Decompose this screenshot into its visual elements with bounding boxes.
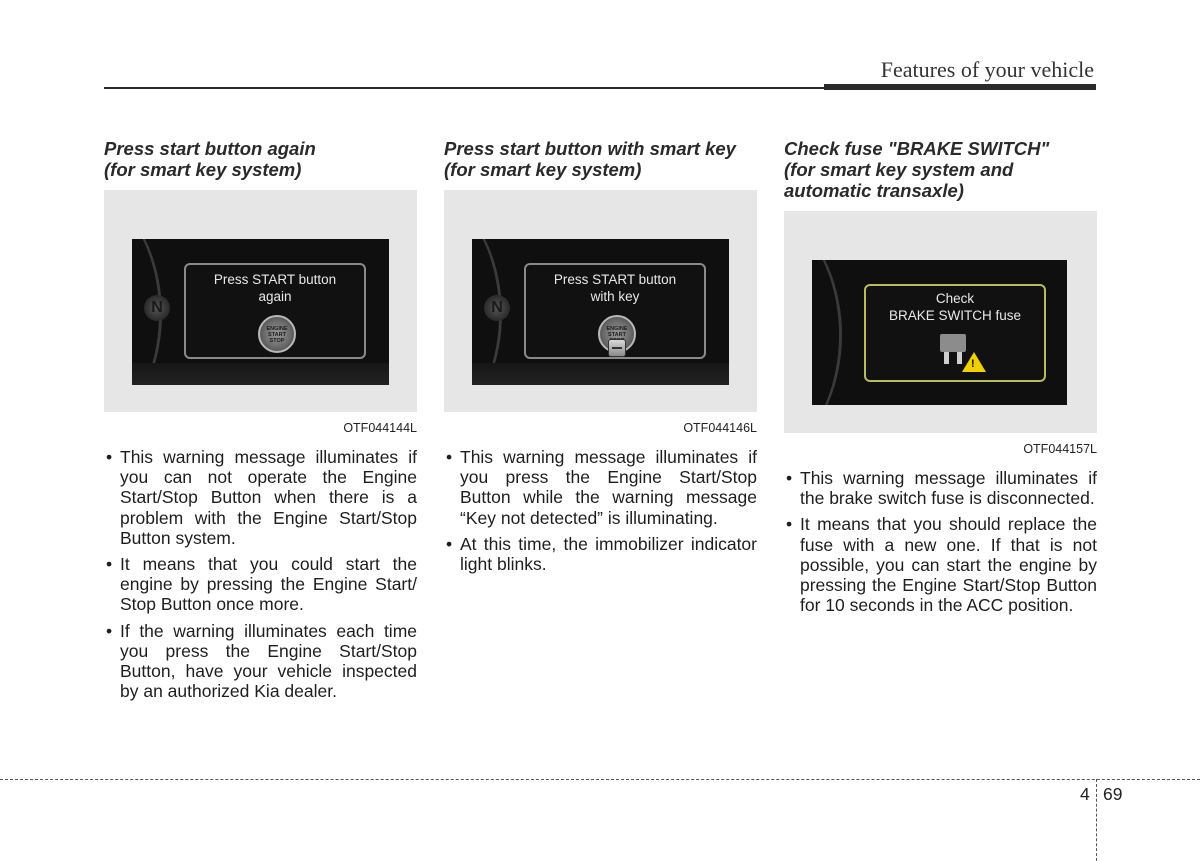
bullet-list [444, 447, 757, 574]
gear-indicator-icon: N [144, 295, 170, 321]
section-heading: Press start button with smart key (for smart key system) [444, 138, 736, 180]
section-number: 4 [1080, 784, 1090, 804]
warning-message-box: Check BRAKE SWITCH fuse ! [864, 284, 1046, 382]
gear-indicator-icon: N [484, 295, 510, 321]
figure-code: OTF044144L [343, 421, 417, 435]
screen-message-line: Press START button [553, 272, 677, 287]
figure-cluster-display [104, 190, 417, 412]
screen-message-line: BRAKE SWITCH fuse [888, 308, 1022, 323]
footer-vertical-divider [1096, 779, 1097, 861]
column-press-start-with-key [444, 138, 757, 580]
header-rule-accent [824, 84, 1096, 90]
warning-message-box [184, 263, 366, 359]
bullet-item: • This warning message illuminates if you press the Engine Start/Stop Button while the warning message “Key not detected” is illuminating. [444, 447, 757, 528]
section-heading: Check fuse "BRAKE SWITCH" (for smart key system and automatic transaxle) [784, 138, 1050, 201]
bullet-item: • If the warning illuminates each time you press the Engine Start/Stop Button, have your vehicle inspected by an authorized Kia dealer. [104, 621, 417, 702]
engine-start-stop-button-icon: ENGINE START STOP [258, 315, 296, 353]
cluster-screen [132, 239, 389, 385]
footer-divider [0, 779, 1200, 780]
engine-start-stop-button-icon: ENGINE START [598, 315, 636, 353]
page-number: 69 [1103, 784, 1123, 804]
bullet-item: • This warning message illuminates if you can not operate the Engine Start/Stop Button when there is a problem with the Engine Start/Stop Button system. [104, 447, 417, 548]
column-check-brake-switch-fuse [784, 138, 1097, 621]
warning-message-box [524, 263, 706, 359]
screen-message-line: with key [590, 289, 640, 304]
screen-message-line: Check [935, 291, 975, 306]
page-header-title: Features of your vehicle [880, 57, 1094, 82]
bullet-list [104, 447, 417, 701]
header-rule [104, 87, 824, 89]
figure-cluster-display [444, 190, 757, 412]
smart-key-icon [608, 339, 626, 357]
cluster-screen [472, 239, 729, 385]
figure-cluster-display [784, 211, 1097, 433]
figure-code: OTF044157L [1023, 442, 1097, 456]
screen-message-line: Press START button [213, 272, 337, 287]
section-heading: Press start button again (for smart key system) [104, 138, 316, 180]
bullet-item: • It means that you should replace the fuse with a new one. If that is not possible, you can start the engine by pressing the Engine Start/Stop Button for 10 seconds in the ACC position. [784, 514, 1097, 615]
figure-code: OTF044146L [683, 421, 757, 435]
screen-message-line: again [258, 289, 292, 304]
bullet-item: • At this time, the immobilizer indicator light blinks. [444, 534, 757, 574]
bullet-list [784, 468, 1097, 615]
gauge-arc [812, 260, 842, 405]
column-press-start-again [104, 138, 417, 707]
cluster-screen [812, 260, 1067, 405]
bullet-item: • This warning message illuminates if the brake switch fuse is disconnected. [784, 468, 1097, 508]
bullet-item: • It means that you could start the engine by pressing the Engine Start/ Stop Button once more. [104, 554, 417, 615]
